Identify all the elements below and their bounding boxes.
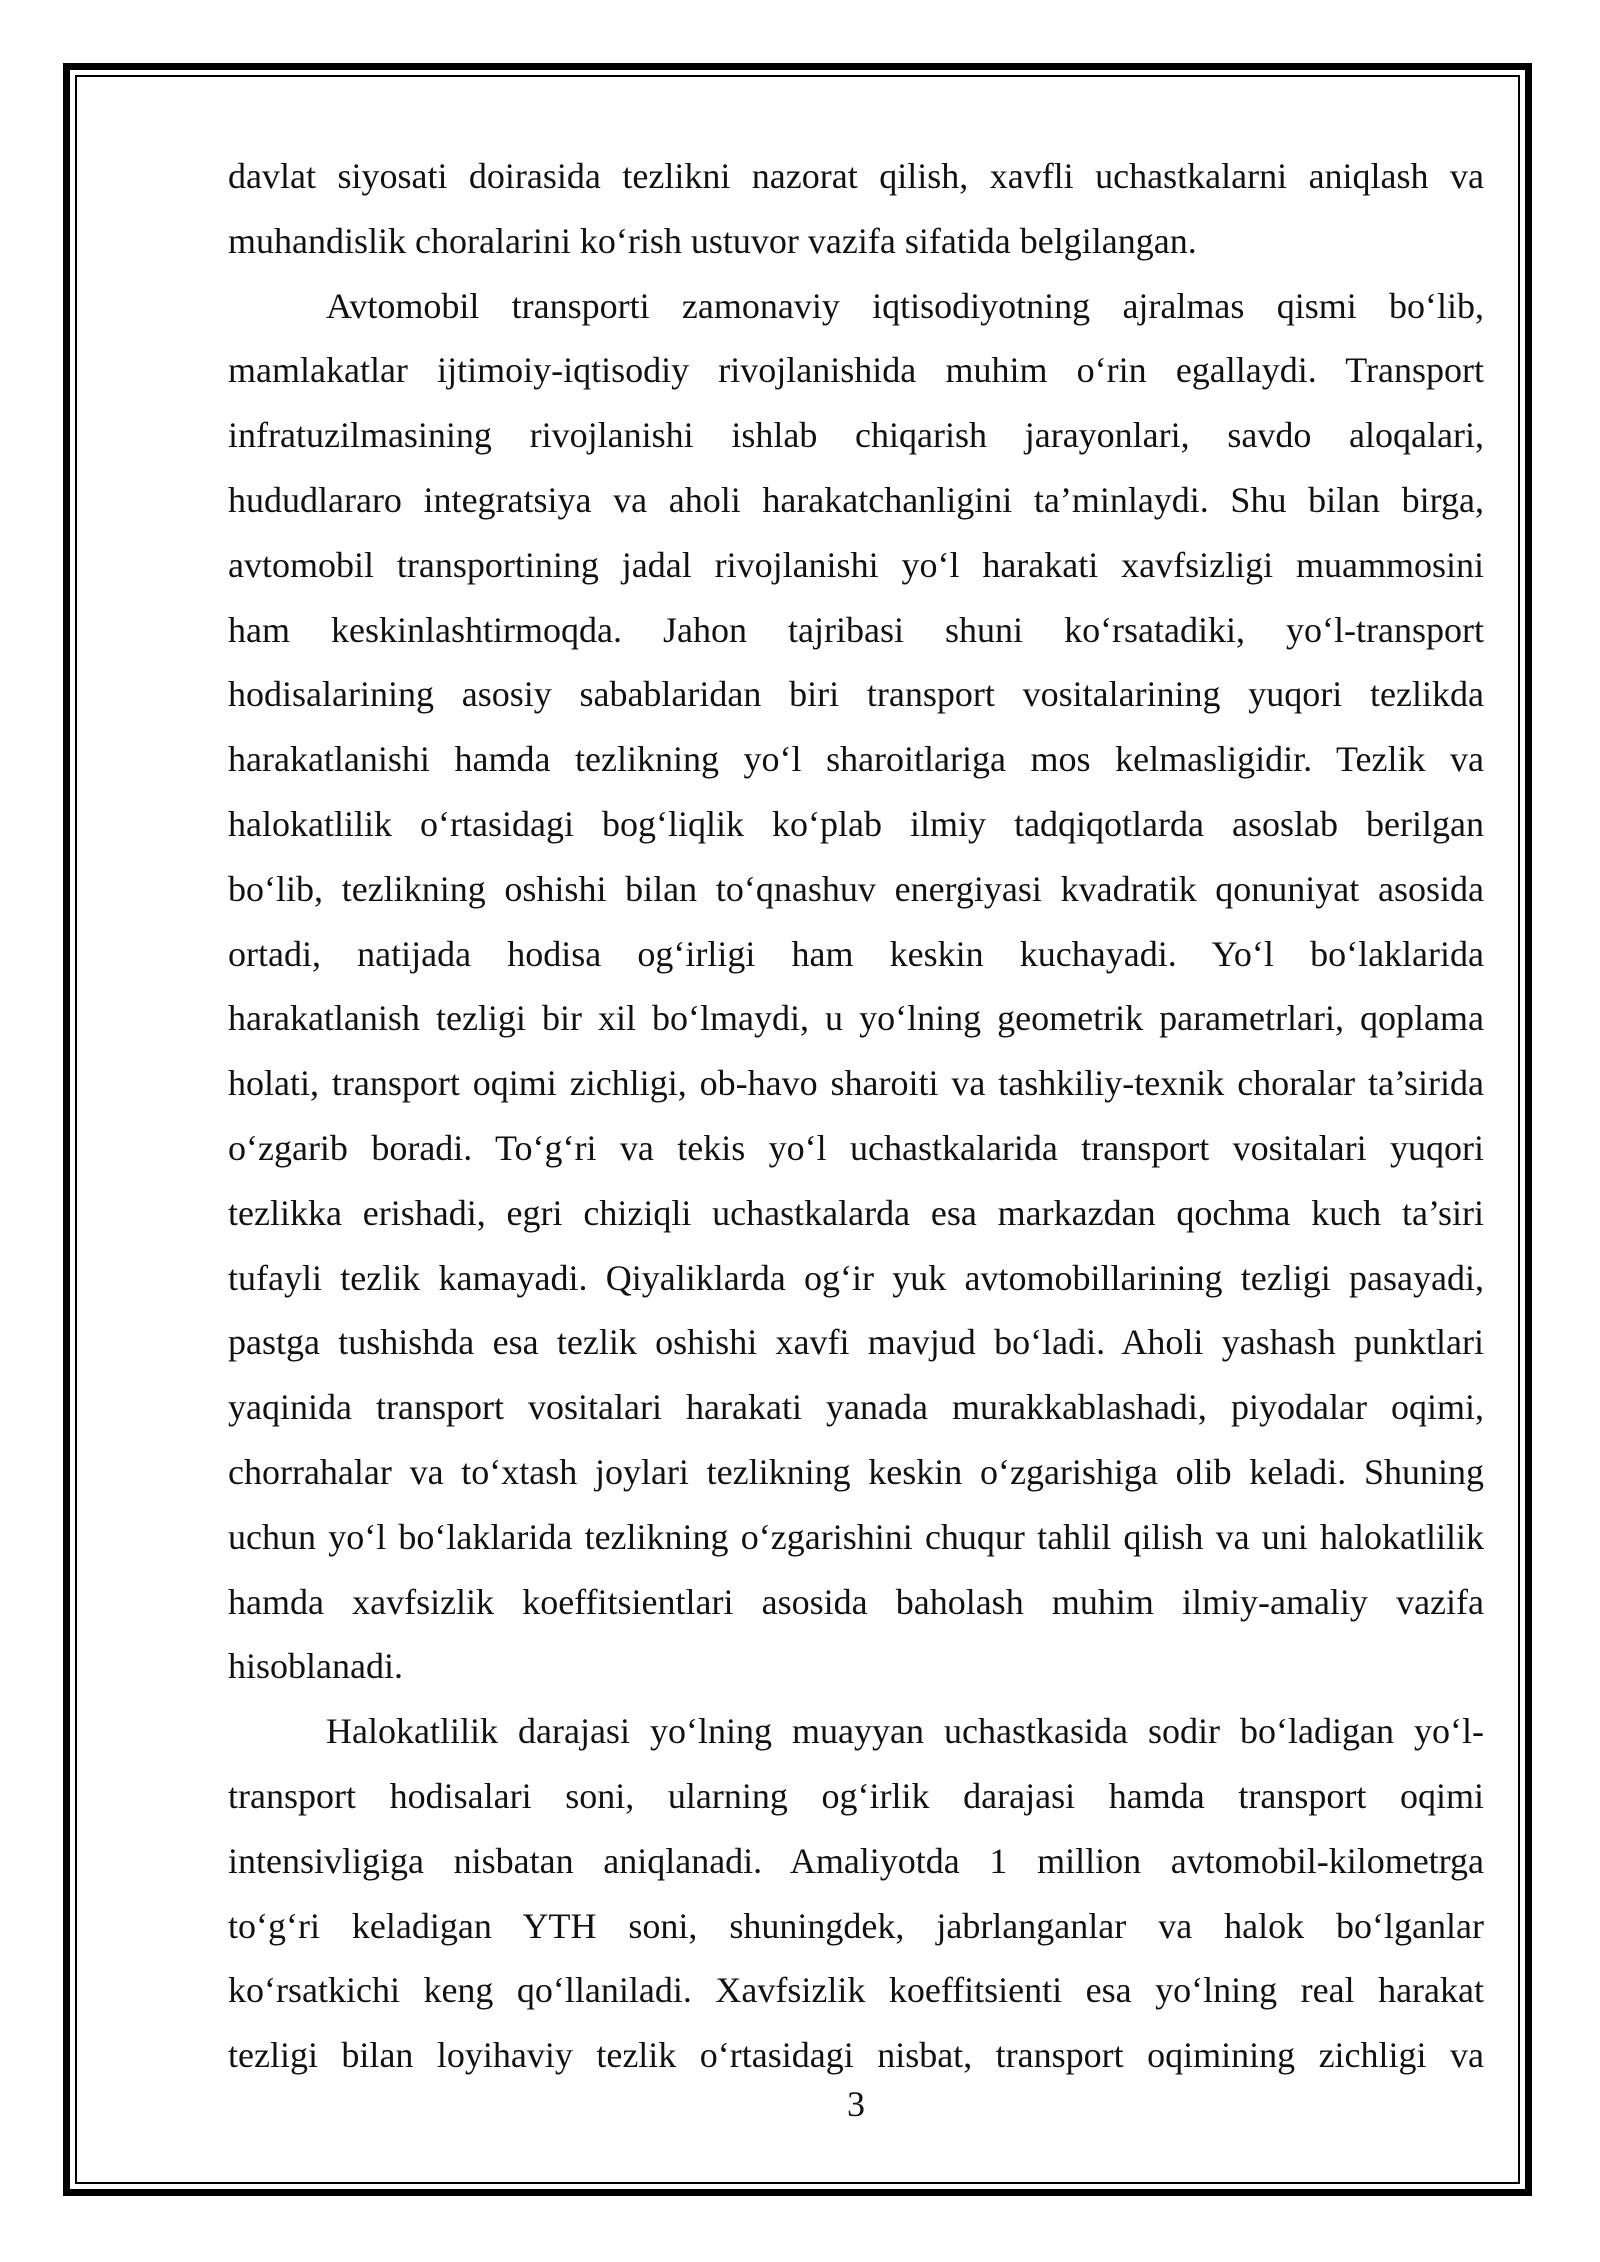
text-line: muhandislik choralarini ko‘rish ustuvor vazifa sifatida belgilangan. bbox=[228, 220, 1197, 261]
text-line: Halokatlilik darajasi yo‘lning muayyan uchastkasida sodir bo‘ladigan yo‘l- bbox=[326, 1711, 1484, 1752]
page-number: 3 bbox=[847, 2084, 865, 2124]
text-line: hodisalarining asosiy sabablaridan biri transport vositalarining yuqori tezlikda bbox=[228, 674, 1484, 715]
text-line: davlat siyosati doirasida tezlikni nazorat qilish, xavfli uchastkalarni aniqlash va bbox=[228, 156, 1484, 196]
text-line: mamlakatlar ijtimoiy-iqtisodiy rivojlanishida muhim o‘rin egallaydi. Transport bbox=[228, 350, 1484, 391]
text-line: tezligi bilan loyihaviy tezlik o‘rtasidagi nisbat, transport oqimining zichligi va bbox=[228, 2035, 1484, 2076]
text-line: tufayli tezlik kamayadi. Qiyaliklarda og‘ir yuk avtomobillarining tezligi pasayadi, bbox=[228, 1257, 1484, 1298]
text-line: infratuzilmasining rivojlanishi ishlab chiqarish jarayonlari, savdo aloqalari, bbox=[228, 415, 1484, 456]
text-line: hududlararo integratsiya va aholi harakatchanligini ta’minlaydi. Shu bilan birga, bbox=[228, 479, 1484, 520]
text-line: Avtomobil transporti zamonaviy iqtisodiyotning ajralmas qismi bo‘lib, bbox=[326, 285, 1484, 326]
text-line: halokatlilik o‘rtasidagi bog‘liqlik ko‘plab ilmiy tadqiqotlarda asoslab berilgan bbox=[228, 803, 1484, 844]
text-line: transport hodisalari soni, ularning og‘irlik darajasi hamda transport oqimi bbox=[228, 1775, 1484, 1816]
text-line: ortadi, natijada hodisa og‘irligi ham keskin kuchayadi. Yo‘l bo‘laklarida bbox=[228, 933, 1484, 974]
paragraph bbox=[228, 1699, 1484, 2088]
text-line: holati, transport oqimi zichligi, ob-havo sharoiti va tashkiliy-texnik choralar ta’sirida bbox=[228, 1063, 1484, 1104]
text-line: ham keskinlashtirmoqda. Jahon tajribasi shuni ko‘rsatadiki, yo‘l-transport bbox=[228, 609, 1484, 650]
text-line: bo‘lib, tezlikning oshishi bilan to‘qnashuv energiyasi kvadratik qonuniyat asosida bbox=[228, 868, 1484, 909]
text-line: harakatlanish tezligi bir xil bo‘lmaydi, u yo‘lning geometrik parametrlari, qoplama bbox=[228, 998, 1484, 1039]
text-line: hamda xavfsizlik koeffitsientlari asosida baholash muhim ilmiy-amaliy vazifa bbox=[228, 1581, 1484, 1622]
page-content bbox=[228, 144, 1484, 2088]
text-line: harakatlanishi hamda tezlikning yo‘l sharoitlariga mos kelmasligidir. Tezlik va bbox=[228, 739, 1484, 780]
text-line: yaqinida transport vositalari harakati yanada murakkablashadi, piyodalar oqimi, bbox=[228, 1387, 1484, 1428]
text-line: chorrahalar va to‘xtash joylari tezlikning keskin o‘zgarishiga olib keladi. Shuning bbox=[228, 1451, 1484, 1492]
text-line: ko‘rsatkichi keng qo‘llaniladi. Xavfsizlik koeffitsienti esa yo‘lning real harakat bbox=[228, 1970, 1484, 2011]
text-line: intensivligiga nisbatan aniqlanadi. Amaliyotda 1 million avtomobil-kilometrga bbox=[228, 1840, 1484, 1881]
paragraph bbox=[228, 144, 1484, 274]
text-line: hisoblanadi. bbox=[228, 1646, 403, 1687]
text-line: tezlikka erishadi, egri chiziqli uchastkalarda esa markazdan qochma kuch ta’siri bbox=[228, 1192, 1484, 1233]
text-line: o‘zgarib boradi. To‘g‘ri va tekis yo‘l uchastkalarida transport vositalari yuqori bbox=[228, 1127, 1484, 1168]
text-line: avtomobil transportining jadal rivojlanishi yo‘l harakati xavfsizligi muammosini bbox=[228, 544, 1484, 585]
text-line: uchun yo‘l bo‘laklarida tezlikning o‘zgarishini chuqur tahlil qilish va uni halokatlilik bbox=[228, 1516, 1484, 1557]
text-line: to‘g‘ri keladigan YTH soni, shuningdek, jabrlanganlar va halok bo‘lganlar bbox=[228, 1905, 1484, 1946]
paragraph bbox=[228, 274, 1484, 1700]
text-line: pastga tushishda esa tezlik oshishi xavfi mavjud bo‘ladi. Aholi yashash punktlari bbox=[228, 1322, 1484, 1363]
